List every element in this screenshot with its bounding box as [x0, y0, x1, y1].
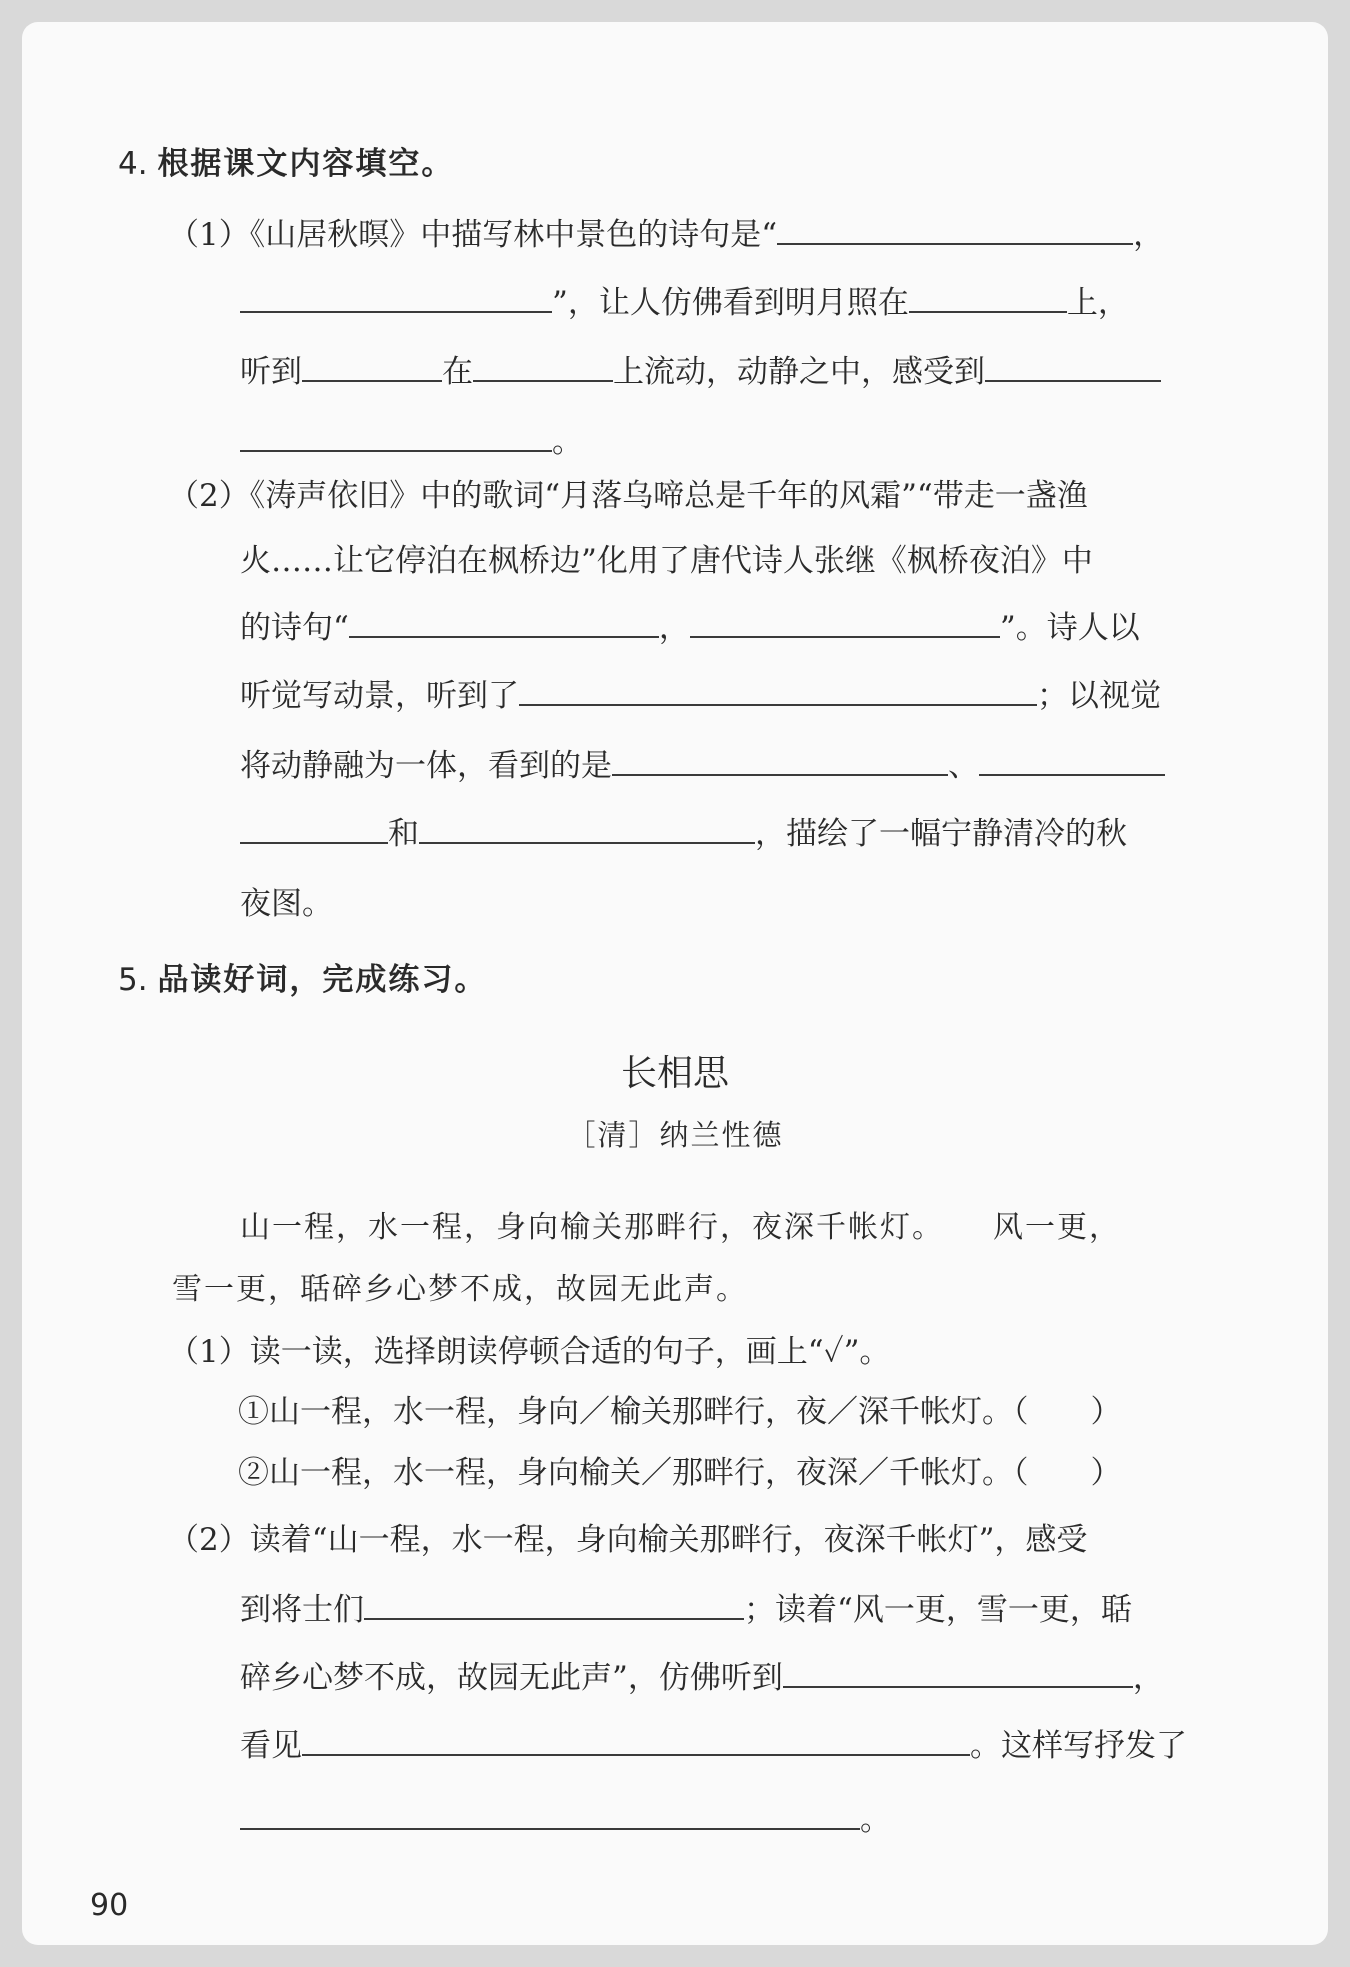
poem-line-2: 雪一更，聒碎乡心梦不成，故园无此声。	[172, 1272, 748, 1307]
q4-number: 4.	[118, 146, 148, 182]
answer-blank[interactable]	[979, 748, 1165, 776]
q5-2-text: 。这样写抒发了	[970, 1728, 1187, 1764]
q5-2-text: 。	[860, 1802, 891, 1838]
q4-2-text: 和	[388, 816, 419, 852]
answer-blank[interactable]	[519, 678, 1037, 706]
q5-heading	[118, 960, 487, 1000]
q4-1-text: 。	[552, 424, 583, 460]
q4-1-text: 在	[442, 354, 473, 390]
q4-heading	[118, 144, 454, 184]
q4-2-text: （2）《涛声依旧》中的歌词“月落乌啼总是千年的风霜”“带走一盏渔	[168, 478, 1088, 514]
answer-blank[interactable]	[349, 610, 659, 638]
q4-2-line1	[168, 476, 1088, 516]
page-number: 90	[90, 1888, 129, 1923]
q4-2-text: ；以视觉	[1037, 678, 1161, 714]
answer-blank[interactable]	[302, 1728, 970, 1756]
q4-1-line3	[240, 352, 1161, 392]
q5-number: 5.	[118, 962, 148, 998]
q5-2-text: 看见	[240, 1728, 302, 1764]
answer-blank[interactable]	[419, 816, 755, 844]
q5-title: 品读好词，完成练习。	[157, 962, 488, 998]
q5-2-line5	[240, 1800, 891, 1840]
q4-1-text: 上，	[1066, 285, 1129, 321]
q4-2-text: ，描绘了一幅宁静清冷的秋	[755, 816, 1127, 852]
q5-2-line2	[240, 1590, 1132, 1630]
q4-1-text: （1）《山居秋暝》中描写林中景色的诗句是“	[168, 217, 778, 253]
q5-1-option-2[interactable]: ②山一程，水一程，身向榆关／那畔行，夜深／千帐灯。（ ）	[238, 1455, 1122, 1491]
q5-1-prompt: （1）读一读，选择朗读停顿合适的句子，画上“✓”。	[168, 1334, 891, 1370]
answer-blank[interactable]	[985, 354, 1161, 382]
q4-2-line3	[240, 608, 1140, 648]
q4-2-line4	[240, 676, 1161, 716]
q5-2-line1: （2）读着“山一程，水一程，身向榆关那畔行，夜深千帐灯”，感受	[168, 1522, 1088, 1558]
q4-1-text: 听到	[240, 354, 302, 390]
q4-2-line2	[240, 541, 1093, 581]
q5-1-option-1[interactable]: ①山一程，水一程，身向／榆关那畔行，夜／深千帐灯。（ ）	[238, 1394, 1122, 1430]
q4-2-text: 将动静融为一体，看到的是	[240, 748, 612, 784]
answer-blank[interactable]	[783, 1660, 1133, 1688]
poem-title: 长相思	[620, 1053, 729, 1094]
answer-blank[interactable]	[240, 816, 388, 844]
answer-blank[interactable]	[364, 1592, 744, 1620]
poem-line-1: 山一程，水一程，身向榆关那畔行，夜深千帐灯。 风一更，	[240, 1210, 1121, 1245]
q4-2-text: 、	[948, 748, 979, 784]
answer-blank[interactable]	[473, 354, 613, 382]
q4-1-line1	[168, 215, 1164, 255]
answer-blank[interactable]	[240, 1802, 860, 1830]
answer-blank[interactable]	[690, 610, 1000, 638]
q4-title: 根据课文内容填空。	[157, 146, 455, 182]
q4-2-text: 听觉写动景，听到了	[240, 678, 519, 714]
q4-1-text: ”，让人仿佛看到明月照在	[552, 285, 909, 321]
q5-2-line4	[240, 1726, 1187, 1766]
poem-author: ［清］纳兰性德	[566, 1118, 784, 1152]
q5-2-text: 碎乡心梦不成，故园无此声”，仿佛听到	[240, 1660, 783, 1696]
q4-2-text: 夜图。	[240, 886, 333, 922]
answer-blank[interactable]	[302, 354, 442, 382]
q5-2-text: ，	[1132, 1660, 1164, 1696]
q4-1-line2	[240, 283, 1129, 323]
q4-2-text: ，	[658, 610, 690, 646]
q4-2-text: 的诗句“	[240, 610, 349, 646]
q4-2-text: 火……让它停泊在枫桥边”化用了唐代诗人张继《枫桥夜泊》中	[240, 543, 1093, 579]
q4-1-text: 上流动，动静之中，感受到	[613, 354, 985, 390]
q5-2-text: ；读着“风一更，雪一更，聒	[744, 1592, 1132, 1628]
q4-2-line7	[240, 884, 333, 924]
answer-blank[interactable]	[612, 748, 948, 776]
answer-blank[interactable]	[909, 285, 1067, 313]
q4-2-text: ”。诗人以	[999, 610, 1140, 646]
answer-blank[interactable]	[240, 424, 552, 452]
answer-blank[interactable]	[240, 285, 552, 313]
q4-2-line6	[240, 814, 1127, 854]
q4-1-line4	[240, 422, 583, 462]
answer-blank[interactable]	[777, 217, 1133, 245]
q4-2-line5	[240, 746, 1165, 786]
q5-2-text: 到将士们	[240, 1592, 364, 1628]
q4-1-text: ，	[1133, 217, 1165, 253]
q5-2-line3	[240, 1658, 1164, 1698]
